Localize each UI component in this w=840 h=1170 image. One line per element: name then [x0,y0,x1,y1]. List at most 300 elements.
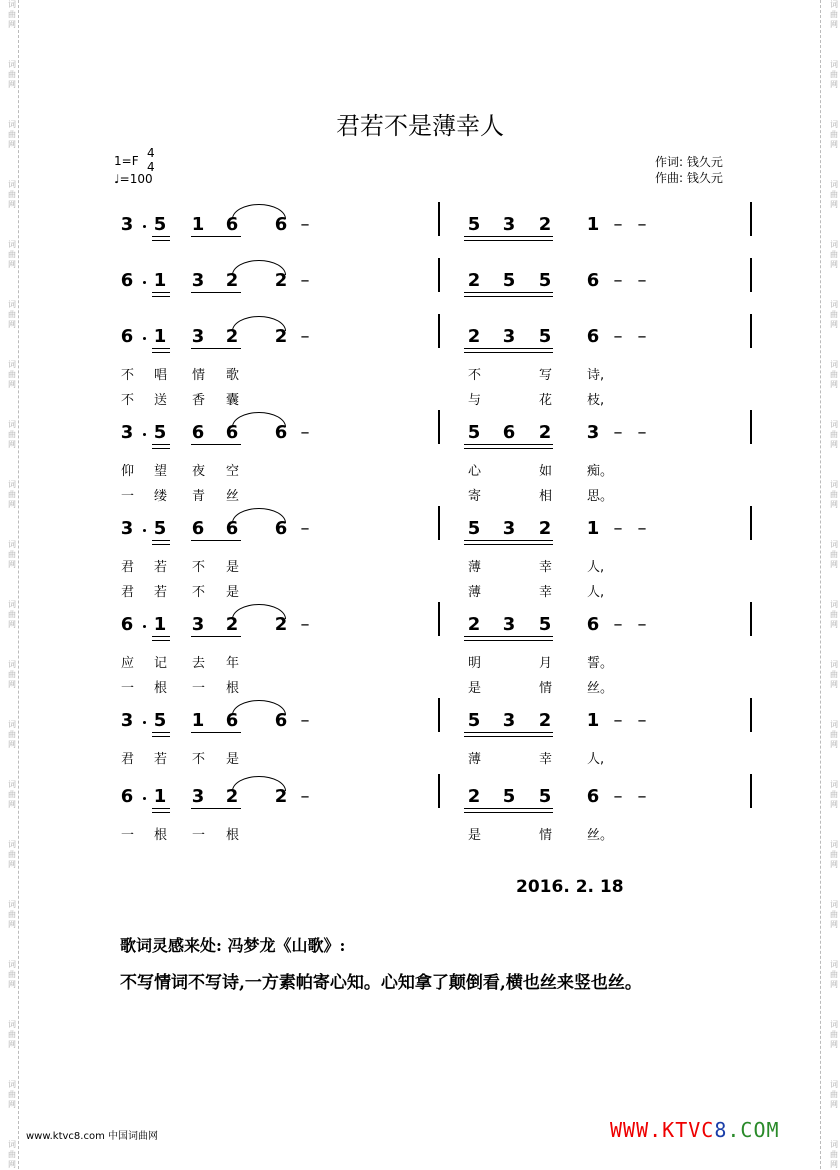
lyric-char: 写 [539,368,553,383]
note: 6 [274,710,288,731]
lyric-char: 誓。 [587,656,614,671]
beam-underline [464,444,553,445]
lyric-char: 丝。 [587,828,614,843]
beam-underline [464,236,553,237]
watermark: 词 曲 网 [8,60,16,89]
quarter-note-icon: ♩ [114,172,120,186]
note: 1 [153,614,167,635]
note: 3 [120,518,134,539]
bar-line [438,314,440,348]
lyric-char: 是 [226,560,240,575]
watermark: 词 曲 网 [8,1140,16,1169]
lyric-char: 是 [468,681,482,696]
note: 2 [467,326,481,347]
watermark: 词 曲 网 [830,720,838,749]
note: 2 [538,710,552,731]
note: 6 [191,518,205,539]
time-sig-top: 4 [147,146,155,160]
lyric-char: 诗, [587,368,605,383]
note: 2 [225,270,239,291]
augmentation-dot [143,797,146,800]
lyric-char: 青 [192,489,206,504]
lyric-char: 情 [539,681,553,696]
bar-line [750,258,752,292]
lyric-char: 不 [192,752,206,767]
time-sig-bottom: 4 [147,160,155,174]
date: 2016. 2. 18 [516,877,624,897]
note-heading: 歌词灵感来处: 冯梦龙《山歌》: [120,936,346,955]
footer-logo-www: WWW. [610,1118,663,1142]
note: 2 [467,270,481,291]
lyric-char: 君 [121,585,135,600]
hold-dash: – [613,270,623,291]
hold-dash: – [637,786,647,807]
watermark: 词 曲 网 [830,300,838,329]
note: 2 [274,786,288,807]
bar-line [438,506,440,540]
watermark: 词 曲 网 [830,60,838,89]
note: 5 [153,518,167,539]
lyric-char: 一 [121,681,135,696]
note: 2 [467,614,481,635]
lyric-char: 不 [192,560,206,575]
score-row [0,216,840,276]
note: 3 [502,326,516,347]
note: 3 [502,710,516,731]
note: 1 [153,786,167,807]
bar-line [438,410,440,444]
footer-logo-com: .COM [727,1118,780,1142]
watermark: 词 曲 网 [8,1020,16,1049]
beam-underline [464,540,553,541]
note: 6 [225,214,239,235]
tie-arc [232,776,286,791]
lyric-char: 人, [587,585,605,600]
hold-dash: – [300,518,310,539]
watermark: 词 曲 网 [8,300,16,329]
lyric-char: 应 [121,656,135,671]
lyric-char: 缕 [154,489,168,504]
beam-underline [152,812,170,813]
lyric-char: 是 [468,828,482,843]
beam-underline [191,636,241,637]
lyric-char: 枝, [587,393,605,408]
bar-line [438,202,440,236]
watermark: 词 曲 网 [830,540,838,569]
note: 1 [586,518,600,539]
hold-dash: – [300,710,310,731]
score-row [0,272,840,332]
score-row [0,326,840,408]
lyric-char: 根 [154,681,168,696]
hold-dash: – [613,422,623,443]
note: 6 [274,422,288,443]
hold-dash: – [300,786,310,807]
score-row [0,788,840,848]
footer-logo-8: 8 [714,1118,728,1142]
watermark: 词 曲 网 [8,720,16,749]
beam-underline [464,448,553,449]
note: 3 [502,214,516,235]
bar-line [750,410,752,444]
bar-line [750,202,752,236]
note: 2 [538,518,552,539]
lyric-char: 薄 [468,560,482,575]
watermark: 词 曲 网 [830,840,838,869]
hold-dash: – [637,518,647,539]
lyric-char: 若 [154,752,168,767]
note: 5 [538,270,552,291]
hold-dash: – [300,214,310,235]
lyric-char: 相 [539,489,553,504]
augmentation-dot [143,225,146,228]
note: 5 [467,710,481,731]
lyricist: 作词: 钱久元 [655,155,723,169]
lyric-char: 去 [192,656,206,671]
left-border [18,0,19,1169]
note: 1 [153,270,167,291]
watermark: 词 曲 网 [8,420,16,449]
watermark: 词 曲 网 [8,960,16,989]
note: 6 [225,518,239,539]
note: 5 [153,710,167,731]
note-text: 不写情词不写诗,一方素帕寄心知。心知拿了颠倒看,横也丝来竖也丝。 [120,973,642,993]
note: 6 [274,214,288,235]
tempo-marking [114,172,153,186]
note: 1 [191,710,205,731]
note: 2 [274,326,288,347]
lyric-char: 若 [154,560,168,575]
lyric-char: 送 [154,393,168,408]
watermark: 词 曲 网 [830,420,838,449]
hold-dash: – [637,422,647,443]
hold-dash: – [637,710,647,731]
lyric-char: 囊 [226,393,240,408]
lyric-char: 香 [192,393,206,408]
lyric-char: 幸 [539,585,553,600]
lyric-char: 心 [468,464,482,479]
lyric-char: 人, [587,752,605,767]
bar-line [750,602,752,636]
hold-dash: – [300,614,310,635]
watermark: 词 曲 网 [830,600,838,629]
hold-dash: – [613,214,623,235]
tie-arc [232,508,286,523]
tie-arc [232,604,286,619]
watermark: 词 曲 网 [830,1020,838,1049]
beam-underline [152,348,170,349]
augmentation-dot [143,529,146,532]
lyric-char: 寄 [468,489,482,504]
beam-underline [152,736,170,737]
watermark: 词 曲 网 [830,1080,838,1109]
tie-arc [232,412,286,427]
note: 1 [586,710,600,731]
beam-underline [464,808,553,809]
beam-underline [464,736,553,737]
watermark: 词 曲 网 [8,0,16,29]
lyric-char: 情 [192,368,206,383]
beam-underline [152,448,170,449]
note: 1 [191,214,205,235]
note: 6 [586,614,600,635]
lyric-char: 不 [468,368,482,383]
footer-logo-ktvc: KTVC [662,1118,715,1142]
watermark: 词 曲 网 [8,240,16,269]
watermark: 词 曲 网 [8,600,16,629]
score-row [0,518,840,600]
lyric-char: 夜 [192,464,206,479]
beam-underline [191,540,241,541]
note: 5 [467,422,481,443]
lyric-char: 是 [226,585,240,600]
watermark: 词 曲 网 [8,120,16,149]
footer-logo [610,1118,780,1142]
beam-underline [464,732,553,733]
note: 6 [120,614,134,635]
lyric-char: 一 [121,489,135,504]
note: 6 [586,270,600,291]
note: 5 [538,326,552,347]
beam-underline [191,444,241,445]
note: 2 [538,422,552,443]
beam-underline [464,240,553,241]
lyric-char: 根 [154,828,168,843]
watermark: 词 曲 网 [830,960,838,989]
beam-underline [152,544,170,545]
note: 5 [502,270,516,291]
lyric-char: 不 [192,585,206,600]
beam-underline [152,640,170,641]
watermark: 词 曲 网 [8,1080,16,1109]
watermark: 词 曲 网 [830,480,838,509]
beam-underline [464,292,553,293]
lyric-char: 幸 [539,752,553,767]
note: 6 [120,270,134,291]
note: 6 [191,422,205,443]
note: 6 [586,326,600,347]
bar-line [438,258,440,292]
lyric-char: 不 [121,393,135,408]
lyric-char: 根 [226,681,240,696]
note: 3 [191,270,205,291]
lyric-char: 如 [539,464,553,479]
lyric-char: 思。 [587,489,614,504]
watermark: 词 曲 网 [830,660,838,689]
note: 3 [191,614,205,635]
beam-underline [464,640,553,641]
beam-underline [152,292,170,293]
hold-dash: – [637,214,647,235]
note: 6 [502,422,516,443]
beam-underline [152,732,170,733]
bar-line [750,774,752,808]
lyric-char: 人, [587,560,605,575]
note: 3 [120,422,134,443]
watermark: 词 曲 网 [8,840,16,869]
watermark: 词 曲 网 [830,360,838,389]
lyric-char: 丝。 [587,681,614,696]
hold-dash: – [613,614,623,635]
beam-underline [464,352,553,353]
watermark: 词 曲 网 [8,360,16,389]
lyric-char: 幸 [539,560,553,575]
beam-underline [152,540,170,541]
bar-line [750,698,752,732]
watermark: 词 曲 网 [830,240,838,269]
note: 2 [274,614,288,635]
tie-arc [232,700,286,715]
key-signature: 1=F [114,154,139,168]
beam-underline [191,808,241,809]
watermark: 词 曲 网 [8,660,16,689]
lyric-char: 记 [154,656,168,671]
hold-dash: – [300,422,310,443]
note: 5 [467,518,481,539]
note: 5 [153,214,167,235]
note: 2 [538,214,552,235]
lyric-char: 望 [154,464,168,479]
note: 1 [153,326,167,347]
watermark: 词 曲 网 [830,180,838,209]
hold-dash: – [300,326,310,347]
augmentation-dot [143,337,146,340]
note: 2 [225,614,239,635]
beam-underline [152,636,170,637]
hold-dash: – [613,786,623,807]
note: 3 [502,614,516,635]
augmentation-dot [143,721,146,724]
lyric-char: 花 [539,393,553,408]
note: 3 [502,518,516,539]
time-signature [147,146,155,174]
note: 2 [467,786,481,807]
note: 6 [225,422,239,443]
lyric-char: 一 [192,681,206,696]
bar-line [750,506,752,540]
bar-line [750,314,752,348]
note: 1 [586,214,600,235]
lyric-char: 与 [468,393,482,408]
lyric-char: 明 [468,656,482,671]
note: 5 [502,786,516,807]
hold-dash: – [300,270,310,291]
lyric-char: 君 [121,560,135,575]
watermark: 词 曲 网 [8,540,16,569]
footer-left: www.ktvc8.com 中国词曲网 [26,1131,159,1142]
hold-dash: – [613,518,623,539]
beam-underline [191,732,241,733]
bar-line [438,774,440,808]
hold-dash: – [613,326,623,347]
note: 3 [120,214,134,235]
beam-underline [152,236,170,237]
beam-underline [191,348,241,349]
score-row [0,712,840,772]
lyric-char: 月 [539,656,553,671]
lyric-char: 是 [226,752,240,767]
lyric-char: 歌 [226,368,240,383]
tie-arc [232,204,286,219]
augmentation-dot [143,625,146,628]
lyric-char: 一 [192,828,206,843]
lyric-char: 唱 [154,368,168,383]
note: 3 [191,786,205,807]
beam-underline [464,348,553,349]
watermark: 词 曲 网 [8,780,16,809]
lyric-char: 薄 [468,752,482,767]
watermark: 词 曲 网 [830,0,838,29]
song-title: 君若不是薄幸人 [336,112,504,140]
note: 6 [225,710,239,731]
composer: 作曲: 钱久元 [655,171,723,185]
note: 6 [120,786,134,807]
note: 2 [225,326,239,347]
beam-underline [152,808,170,809]
beam-underline [152,240,170,241]
beam-underline [464,544,553,545]
lyric-char: 薄 [468,585,482,600]
beam-underline [152,352,170,353]
beam-underline [464,636,553,637]
tempo-value: =100 [119,172,153,186]
beam-underline [152,444,170,445]
watermark: 词 曲 网 [830,120,838,149]
beam-underline [152,296,170,297]
note: 3 [120,710,134,731]
hold-dash: – [637,326,647,347]
watermark: 词 曲 网 [8,900,16,929]
lyric-char: 情 [539,828,553,843]
note: 6 [274,518,288,539]
beam-underline [464,812,553,813]
beam-underline [191,292,241,293]
watermark: 词 曲 网 [8,480,16,509]
augmentation-dot [143,433,146,436]
note: 5 [538,786,552,807]
lyric-char: 痴。 [587,464,614,479]
bar-line [438,602,440,636]
beam-underline [464,296,553,297]
watermark: 词 曲 网 [830,780,838,809]
lyric-char: 仰 [121,464,135,479]
lyric-char: 君 [121,752,135,767]
watermark: 词 曲 网 [830,900,838,929]
note: 3 [586,422,600,443]
watermark: 词 曲 网 [8,180,16,209]
note: 2 [225,786,239,807]
lyric-char: 一 [121,828,135,843]
note: 5 [467,214,481,235]
beam-underline [191,236,241,237]
lyric-char: 空 [226,464,240,479]
note: 2 [274,270,288,291]
note: 6 [120,326,134,347]
note: 5 [153,422,167,443]
lyric-char: 根 [226,828,240,843]
note: 3 [191,326,205,347]
augmentation-dot [143,281,146,284]
note: 6 [586,786,600,807]
lyric-char: 年 [226,656,240,671]
watermark: 词 曲 网 [830,1140,838,1169]
lyric-char: 丝 [226,489,240,504]
hold-dash: – [637,270,647,291]
note: 5 [538,614,552,635]
lyric-char: 不 [121,368,135,383]
lyric-char: 若 [154,585,168,600]
hold-dash: – [637,614,647,635]
